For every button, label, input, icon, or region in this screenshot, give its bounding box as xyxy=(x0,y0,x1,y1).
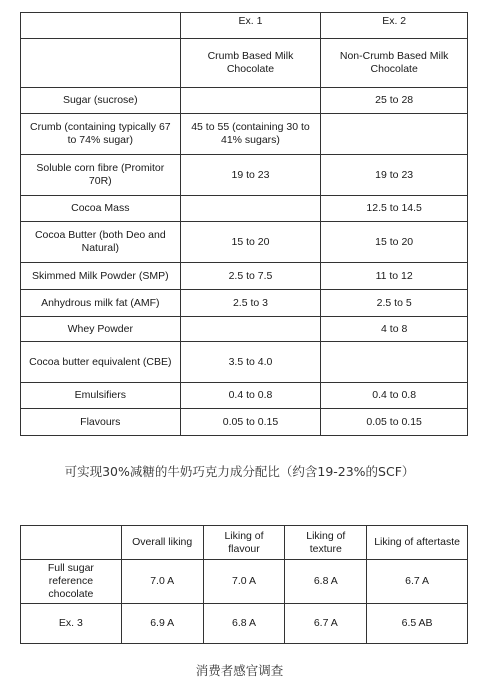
header-cell: Ex. 1 xyxy=(180,13,321,39)
table-row xyxy=(21,604,468,644)
sample-cell: Full sugar reference chocolate xyxy=(21,560,122,604)
value-cell: 2.5 to 5 xyxy=(321,290,468,317)
table-row xyxy=(21,88,468,114)
value-cell: 11 to 12 xyxy=(321,263,468,290)
ingredient-cell: Skimmed Milk Powder (SMP) xyxy=(21,263,181,290)
ingredient-cell: Anhydrous milk fat (AMF) xyxy=(21,290,181,317)
ingredient-cell: Cocoa Butter (both Deo and Natural) xyxy=(21,222,181,263)
value-cell: 45 to 55 (containing 30 to 41% sugars) xyxy=(180,114,321,155)
score-cell: 6.7 A xyxy=(367,560,468,604)
header-cell xyxy=(21,526,122,560)
value-cell: 3.5 to 4.0 xyxy=(180,342,321,383)
table-row xyxy=(21,342,468,383)
header-cell: Ex. 2 xyxy=(321,13,468,39)
ingredient-cell: Whey Powder xyxy=(21,317,181,342)
value-cell: 12.5 to 14.5 xyxy=(321,196,468,222)
value-cell xyxy=(321,114,468,155)
ingredient-cell: Flavours xyxy=(21,409,181,436)
chocolate-type-row xyxy=(21,39,468,88)
score-cell: 6.5 AB xyxy=(367,604,468,644)
ingredient-cell: Soluble corn fibre (Promitor 70R) xyxy=(21,155,181,196)
value-cell: 15 to 20 xyxy=(180,222,321,263)
table-row xyxy=(21,196,468,222)
table-row xyxy=(21,560,468,604)
value-cell: 0.4 to 0.8 xyxy=(180,383,321,409)
sensory-header-row xyxy=(21,526,468,560)
value-cell xyxy=(321,342,468,383)
ingredient-cell: Sugar (sucrose) xyxy=(21,88,181,114)
score-cell: 6.7 A xyxy=(285,604,367,644)
table-row xyxy=(21,383,468,409)
score-cell: 7.0 A xyxy=(203,560,285,604)
formulation-table xyxy=(20,12,468,436)
value-cell: 19 to 23 xyxy=(321,155,468,196)
header-cell: Non-Crumb Based Milk Chocolate xyxy=(321,39,468,88)
value-cell: 19 to 23 xyxy=(180,155,321,196)
header-cell xyxy=(21,39,181,88)
table-row xyxy=(21,222,468,263)
value-cell: 0.05 to 0.15 xyxy=(321,409,468,436)
value-cell xyxy=(180,317,321,342)
table-row xyxy=(21,409,468,436)
table-row xyxy=(21,263,468,290)
ingredient-cell: Cocoa Mass xyxy=(21,196,181,222)
table-row xyxy=(21,155,468,196)
score-cell: 6.8 A xyxy=(285,560,367,604)
score-cell: 6.8 A xyxy=(203,604,285,644)
value-cell: 2.5 to 7.5 xyxy=(180,263,321,290)
sample-cell: Ex. 3 xyxy=(21,604,122,644)
value-cell xyxy=(180,196,321,222)
ingredient-cell: Cocoa butter equivalent (CBE) xyxy=(21,342,181,383)
formulation-caption: 可实现30%减糖的牛奶巧克力成分配比（约含19-23%的SCF） xyxy=(64,464,415,479)
sensory-table xyxy=(20,525,468,644)
header-cell: Liking of texture xyxy=(285,526,367,560)
ingredient-cell: Crumb (containing typically 67 to 74% sugar) xyxy=(21,114,181,155)
sensory-caption: 消费者感官调查 xyxy=(195,663,284,678)
header-cell: Overall liking xyxy=(121,526,203,560)
header-cell: Liking of aftertaste xyxy=(367,526,468,560)
value-cell: 25 to 28 xyxy=(321,88,468,114)
header-cell: Liking of flavour xyxy=(203,526,285,560)
value-cell: 0.05 to 0.15 xyxy=(180,409,321,436)
value-cell: 4 to 8 xyxy=(321,317,468,342)
example-header-row xyxy=(21,13,468,39)
value-cell xyxy=(180,88,321,114)
table-row xyxy=(21,317,468,342)
header-cell xyxy=(21,13,181,39)
table-row xyxy=(21,114,468,155)
value-cell: 15 to 20 xyxy=(321,222,468,263)
value-cell: 0.4 to 0.8 xyxy=(321,383,468,409)
ingredient-cell: Emulsifiers xyxy=(21,383,181,409)
header-cell: Crumb Based Milk Chocolate xyxy=(180,39,321,88)
score-cell: 6.9 A xyxy=(121,604,203,644)
table-row xyxy=(21,290,468,317)
score-cell: 7.0 A xyxy=(121,560,203,604)
value-cell: 2.5 to 3 xyxy=(180,290,321,317)
